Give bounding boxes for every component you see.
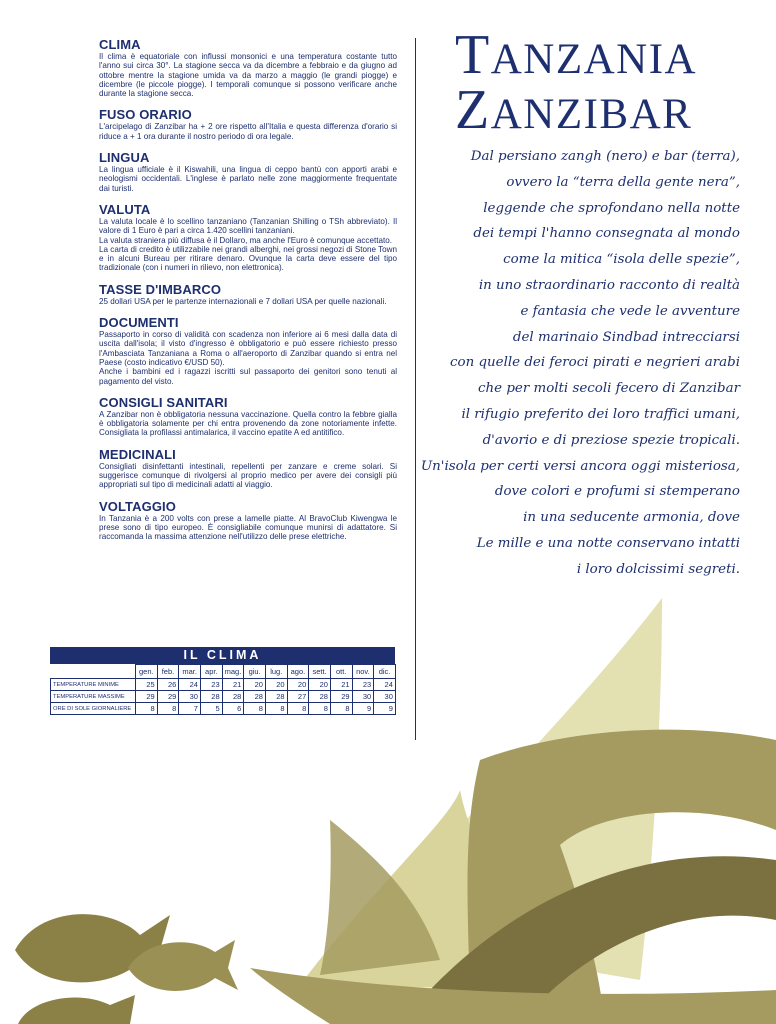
poem-line: e fantasia che vede le avventure (520, 303, 740, 319)
table-cell: 20 (265, 679, 287, 691)
intro-poem (418, 144, 740, 583)
month-header: sett. (309, 665, 331, 679)
table-cell: 21 (222, 679, 244, 691)
climate-grid (50, 664, 396, 715)
month-header: lug. (265, 665, 287, 679)
title-line-zanzibar (455, 79, 755, 141)
section-text: Passaporto in corso di validità con scadenza non inferiore ai 6 mesi dalla data di uscita dall'isola; il visto d'ingresso è obbligatorio e può essere richiesto presso l'Ambasciata Tanzaniana a Roma o all'aeroporto di Zanzibar quando si entra nel Paese (costo indicativo €/USD 50). Anche i bambini ed i ragazzi iscritti sul passaporto dei genitori sono tenuti al pagamento del visto. (99, 330, 397, 386)
poem-line: dei tempi l'hanno consegnata al mondo (473, 226, 740, 242)
table-cell: 28 (265, 691, 287, 703)
column-divider (415, 38, 416, 740)
table-cell: 9 (374, 703, 396, 715)
poem-line: con quelle dei feroci pirati e negrieri arabi (450, 355, 740, 371)
table-cell: 8 (265, 703, 287, 715)
month-header: giu. (244, 665, 266, 679)
row-label: TEMPERATURE MASSIME (51, 691, 136, 703)
poem-line: il rifugio preferito dei loro traffici umani, (461, 406, 740, 422)
title-rest: ANZIBAR (490, 91, 693, 138)
table-cell: 9 (352, 703, 374, 715)
month-header: dic. (374, 665, 396, 679)
table-cell: 26 (157, 679, 179, 691)
fish-shape (18, 995, 135, 1024)
section-text: 25 dollari USA per le partenze internazionali e 7 dollari USA per quelle nazionali. (99, 296, 387, 306)
poem-line: ovvero la “terra della gente nera”, (506, 174, 740, 190)
poem-line: in una seducente armonia, dove (523, 510, 740, 526)
table-cell: 8 (136, 703, 158, 715)
table-cell: 29 (136, 691, 158, 703)
table-cell: 21 (330, 679, 352, 691)
poem-line: leggende che sprofondano nella notte (483, 200, 740, 216)
poem-line: che per molti secoli fecero di Zanzibar (478, 381, 740, 397)
table-cell: 8 (244, 703, 266, 715)
climate-table (50, 647, 395, 715)
months-header-row (51, 665, 396, 679)
month-header: nov. (352, 665, 374, 679)
table-cell: 8 (157, 703, 179, 715)
table-cell: 8 (330, 703, 352, 715)
month-header: gen. (136, 665, 158, 679)
table-cell: 23 (352, 679, 374, 691)
section-title: LINGUA (99, 150, 150, 166)
page-title (455, 24, 755, 141)
section-voltaggio (99, 500, 397, 542)
section-consigli-sanitari (99, 396, 397, 438)
table-cell: 30 (179, 691, 201, 703)
month-header: ott. (330, 665, 352, 679)
row-label: ORE DI SOLE GIORNALIERE (51, 703, 136, 715)
section-medicinali (99, 448, 397, 490)
poem-line: d'avorio e di preziose spezie tropicali. (482, 432, 740, 448)
title-initial: T (455, 24, 491, 86)
section-title: CONSIGLI SANITARI (99, 394, 228, 410)
table-cell: 20 (244, 679, 266, 691)
section-text: In Tanzania è a 200 volts con prese a lamelle piatte. Al BravoClub Kiwengwa le prese sono di tipo europeo. È consigliabile comunque munirsi di adattatore. Si raccomanda la massima attenzione nell'utilizzo delle prese elettriche. (99, 513, 397, 542)
section-title: TASSE D'IMBARCO (99, 281, 222, 297)
title-line-tanzania (455, 24, 755, 86)
section-title: DOCUMENTI (99, 315, 179, 331)
table-cell: 29 (330, 691, 352, 703)
section-tasse-imbarco (99, 283, 397, 306)
poem-line: del marinaio Sindbad intrecciarsi (512, 329, 740, 345)
table-cell: 8 (287, 703, 309, 715)
month-header: apr. (200, 665, 222, 679)
table-cell: 29 (157, 691, 179, 703)
climate-table-title: IL CLIMA (50, 647, 395, 664)
section-title: VALUTA (99, 201, 151, 217)
table-cell: 30 (374, 691, 396, 703)
table-cell: 5 (200, 703, 222, 715)
section-lingua (99, 151, 397, 193)
table-cell: 30 (352, 691, 374, 703)
poem-line: come la mitica “isola delle spezie”, (503, 252, 740, 268)
section-title: MEDICINALI (99, 446, 176, 462)
section-valuta (99, 203, 397, 273)
section-text: La valuta locale è lo scellino tanzaniano (Tanzanian Shilling o TSh abbreviato). Il valore di 1 Euro è pari a circa 1.420 scellini tanzaniani. La valuta straniera più diffusa è il Dollaro, ma anche l'Euro è comunque accettato. La carta di credito è utilizzabile nei grandi alberghi, nei grossi negozi di Stone Town e in alcuni Bureau per ritirare denaro. Ovunque la carta deve essere del tipo tradizionale (con i numeri in rilievo, non elettronica). (99, 216, 397, 273)
table-cell: 28 (309, 691, 331, 703)
section-text: L'arcipelago di Zanzibar ha + 2 ore rispetto all'Italia e questa differenza d'orario si riduce a + 1 ora durante il nostro periodo di ora legale. (99, 122, 397, 141)
poem-line: i loro dolcissimi segreti. (576, 561, 740, 577)
table-row-temp-min (51, 679, 396, 691)
section-clima (99, 38, 397, 98)
table-row-sun-hours (51, 703, 396, 715)
section-documenti (99, 316, 397, 386)
table-cell: 24 (179, 679, 201, 691)
table-cell: 25 (136, 679, 158, 691)
month-header: mar. (179, 665, 201, 679)
travel-info-column (99, 38, 397, 552)
section-fuso-orario (99, 108, 397, 141)
table-cell: 28 (222, 691, 244, 703)
table-cell: 20 (287, 679, 309, 691)
title-rest: ANZANIA (490, 36, 698, 83)
table-cell: 24 (374, 679, 396, 691)
table-cell: 28 (244, 691, 266, 703)
table-cell: 27 (287, 691, 309, 703)
poem-line: Un'isola per certi versi ancora oggi misteriosa, (420, 458, 740, 474)
section-text: Il clima è equatoriale con influssi monsonici e una temperatura costante tutto l'anno sui circa 30°. La stagione secca va da dicembre a febbraio e da giugno ad ottobre mentre la stagione umida va da marzo a maggio (le grandi piogge) e dicembre (le piccole piogge). I temporali comunque si possono verificare anche durante la stagione secca. (99, 52, 397, 99)
table-cell: 20 (309, 679, 331, 691)
month-header: mag. (222, 665, 244, 679)
section-title: FUSO ORARIO (99, 107, 192, 123)
title-initial: Z (455, 79, 491, 141)
section-title: CLIMA (99, 37, 141, 52)
section-text: A Zanzibar non è obbligatoria nessuna vaccinazione. Quella contro la febbre gialla è obbligatoria solamente per chi entra provenendo da zone notoriamente infette. Consigliata la profilassi antimalarica, il vaccino epatite A ed antitifico. (99, 409, 397, 438)
table-cell: 8 (309, 703, 331, 715)
row-label: TEMPERATURE MINIME (51, 679, 136, 691)
table-cell: 28 (200, 691, 222, 703)
section-text: Consigliati disinfettanti intestinali, repellenti per zanzare e creme solari. Si suggerisce comunque di rivolgersi al proprio medico per avere dei consigli più appropriati sul tipo di medicinali adatti al viaggio. (99, 461, 397, 490)
section-title: VOLTAGGIO (99, 498, 176, 514)
section-text: La lingua ufficiale è il Kiswahili, una lingua di ceppo bantù con apporti arabi e neologismi occidentali. L'inglese è parlato nelle zone maggiormente frequentate dai turisti. (99, 165, 397, 193)
month-header: feb. (157, 665, 179, 679)
table-cell: 7 (179, 703, 201, 715)
poem-line: dove colori e profumi si stemperano (494, 484, 740, 500)
table-cell: 6 (222, 703, 244, 715)
table-cell: 23 (200, 679, 222, 691)
empty-corner-cell (51, 665, 136, 679)
poem-line: Dal persiano zangh (nero) e bar (terra), (470, 149, 740, 164)
poem-line: Le mille e una notte conservano intatti (476, 535, 740, 551)
month-header: ago. (287, 665, 309, 679)
table-row-temp-max (51, 691, 396, 703)
poem-line: in uno straordinario racconto di realtà (478, 277, 740, 293)
